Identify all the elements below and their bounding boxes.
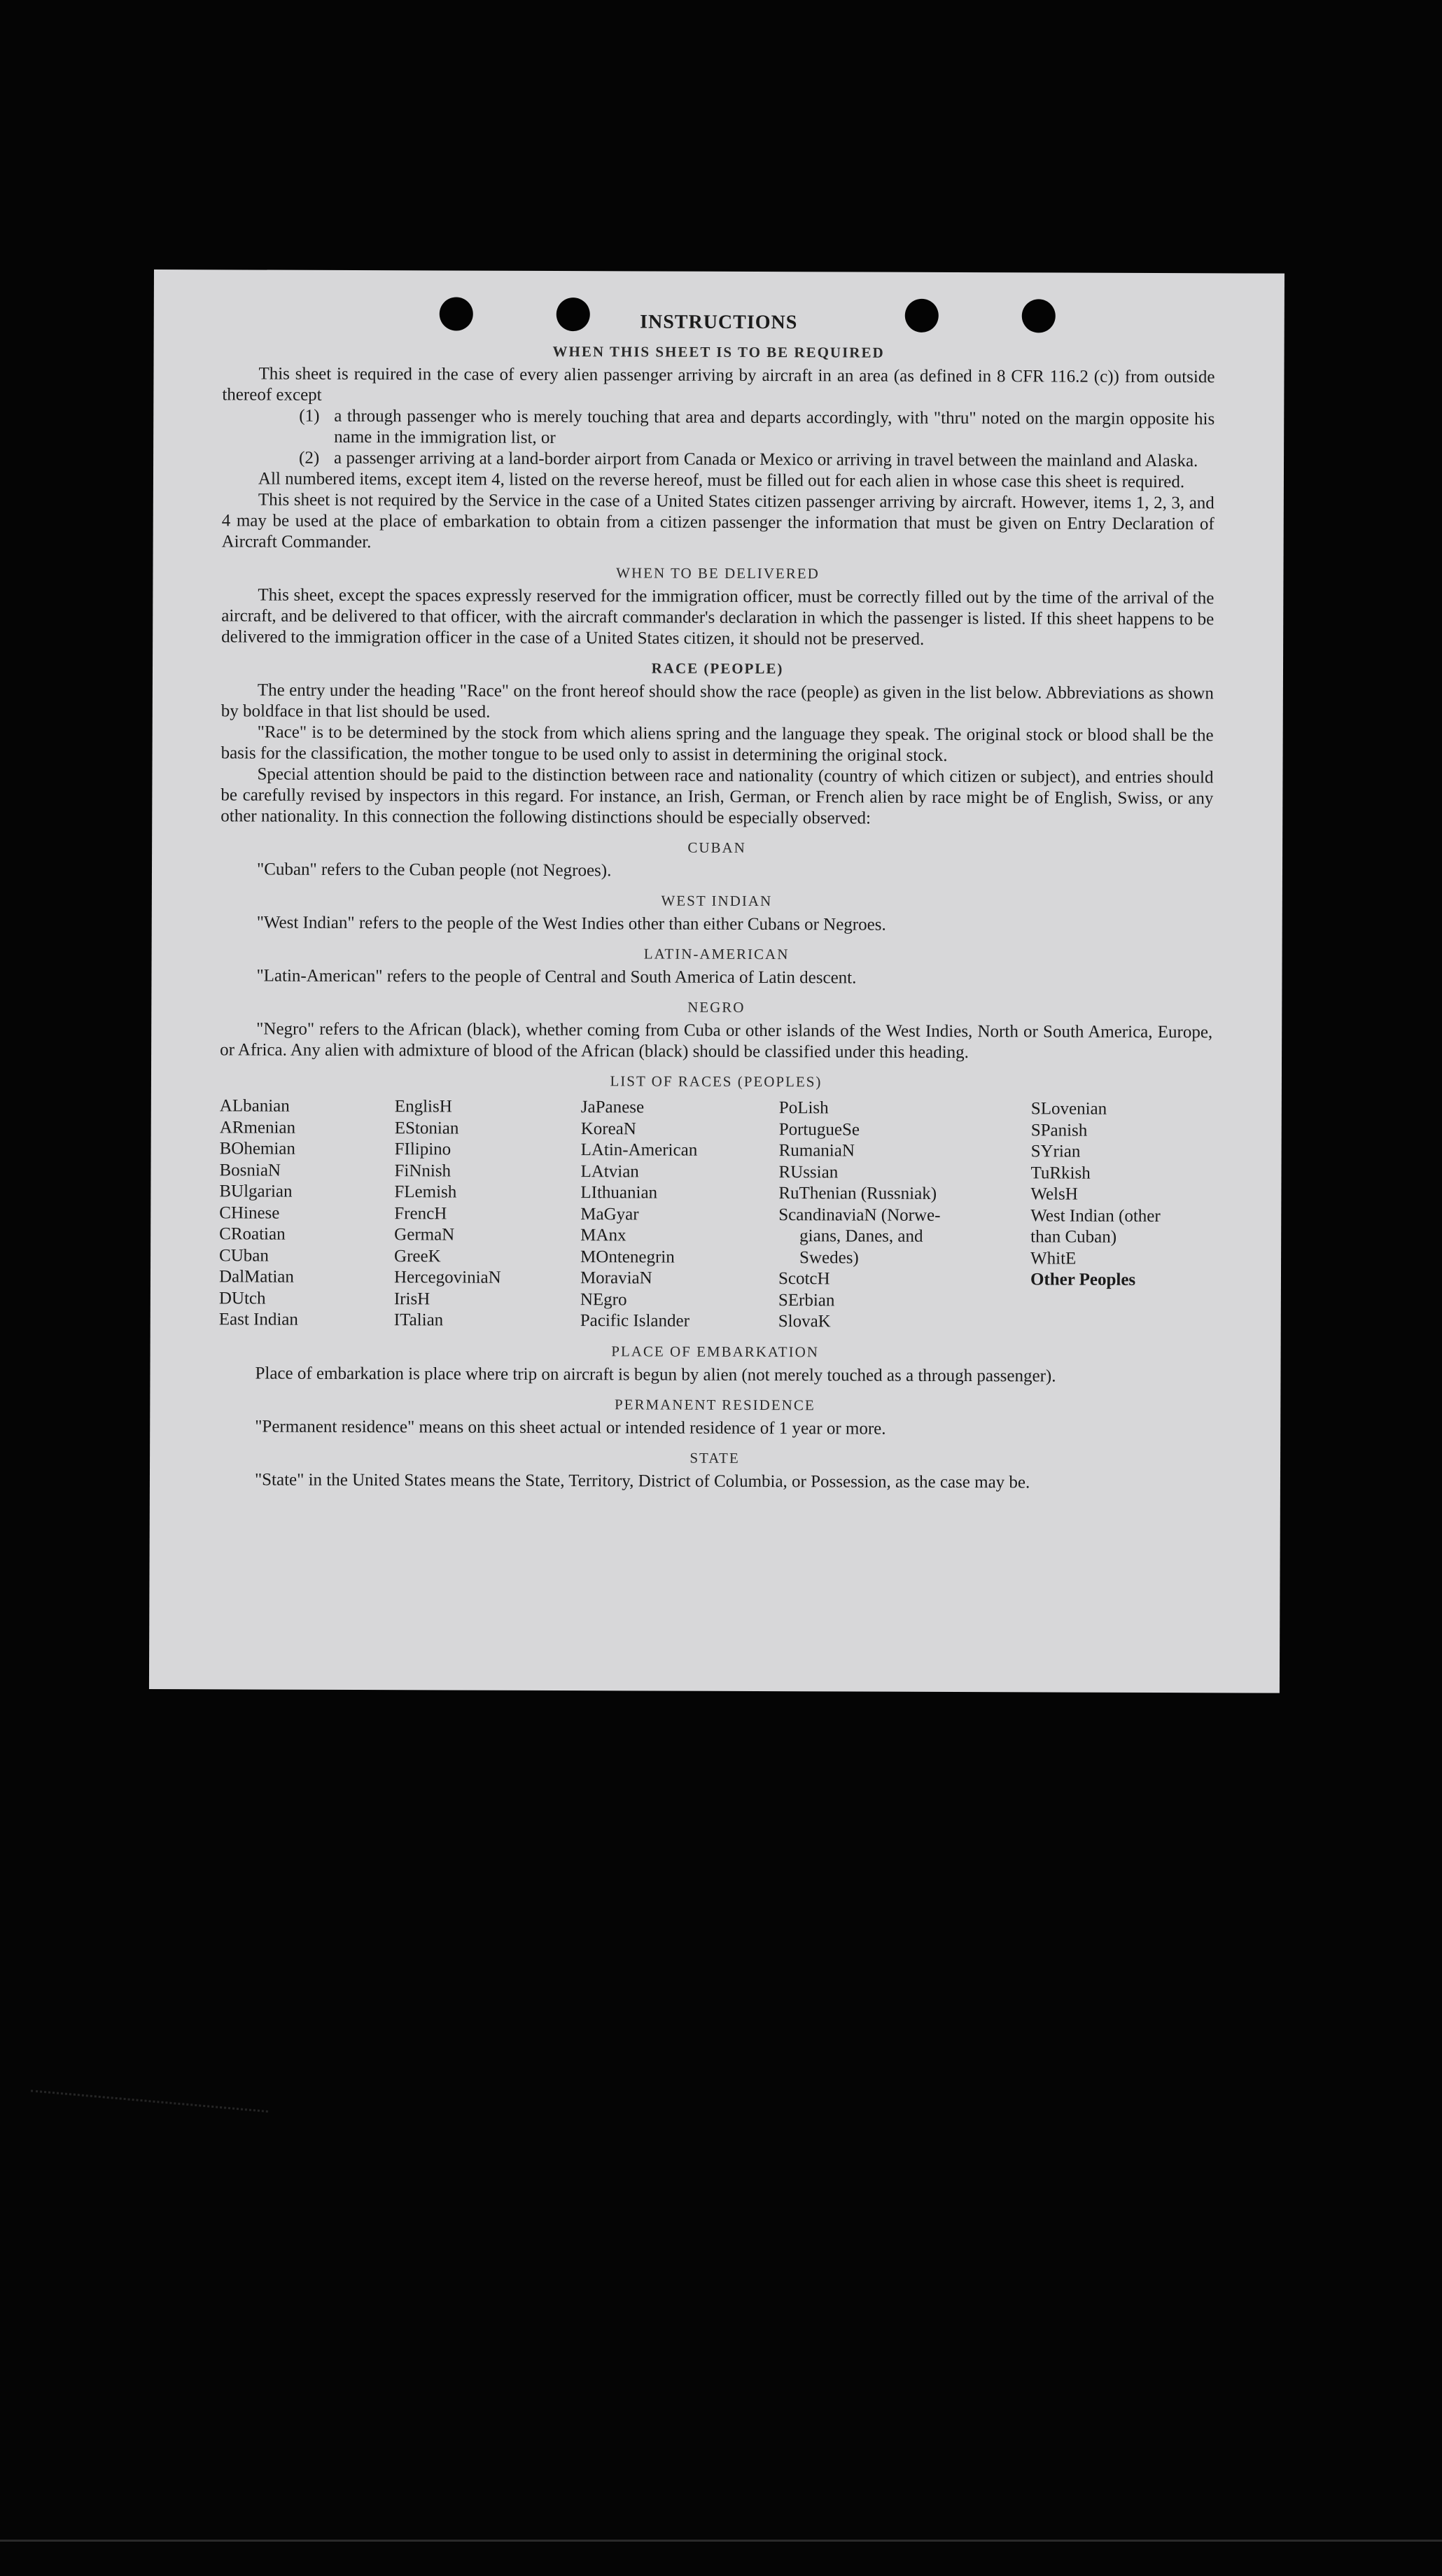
race-column	[394, 1096, 581, 1331]
race-entry: FLemish	[394, 1182, 457, 1202]
race-entry: EnglisH	[394, 1097, 452, 1116]
paragraph: The entry under the heading "Race" on the front hereof should show the race (people) as given in the list below. Abbreviations as shown by boldface in that list should be used.	[220, 680, 1214, 722]
race-entry: FrencH	[394, 1203, 447, 1223]
list-item	[299, 406, 1214, 451]
item-text: a through passenger who is merely touching that area and departs accordingly, with "thru" noted on the margin opposite his name in the immigration list, or	[334, 406, 1215, 448]
race-entry: SErbian	[778, 1290, 835, 1310]
race-entry: BOhemian	[219, 1139, 295, 1158]
section-heading: WHEN TO BE DELIVERED	[616, 564, 820, 582]
section-heading: WHEN THIS SHEET IS TO BE REQUIRED	[552, 342, 885, 361]
scan-edge-line	[0, 2540, 1442, 2542]
item-text: a passenger arriving at a land-border airport from Canada or Mexico or arriving in travel between the mainland and Alaska.	[334, 448, 1198, 471]
race-entry: EStonian	[394, 1118, 459, 1138]
paragraph: All numbered items, except item 4, listed on the reverse hereof, must be filled out for each alien in whose case this sheet is required.	[258, 469, 1185, 492]
race-entry: SPanish	[1030, 1120, 1088, 1140]
race-entry: RuThenian (Russniak)	[778, 1184, 937, 1203]
race-entry: JaPanese	[580, 1098, 645, 1117]
race-entry: West Indian (other	[1030, 1205, 1161, 1226]
paragraph: This sheet, except the spaces expressly reserved for the immigration officer, must be correctly filled out by the time of the arrival of the aircraft, and be delivered to that officer, with the aircraft commander's declaration in which the passenger is listed. If this sheet happens to be delivered to the immigration officer in the case of a United States citizen, it should not be preserved.	[221, 585, 1214, 649]
paragraph: Special attention should be paid to the distinction between race and nationality (country of which citizen or subject), and entries should be carefully revised by inspectors in this regard. For instance, an Irish, German, or French alien by race might be of English, Swiss, or any other nationality. In this connection the following distinctions should be especially observed:	[220, 764, 1214, 828]
race-entry: ScotcH	[778, 1269, 830, 1289]
paragraph: "West Indian" refers to the people of the West Indies other than either Cubans or Negroes.	[256, 913, 886, 934]
race-entry: MaGyar	[580, 1204, 639, 1224]
race-entry: MOntenegrin	[580, 1247, 675, 1267]
paragraph: This sheet is not required by the Service in the case of a United States citizen passenger arriving by aircraft. However, items 1, 2, 3, and 4 may be used at the place of embarkation to obtain from a citizen passenger the information that must be given on Entry Declaration of Aircraft Commander.	[221, 490, 1214, 552]
race-entry: Swedes)	[799, 1247, 859, 1268]
race-column	[1030, 1098, 1212, 1334]
race-entry: KoreaN	[580, 1119, 636, 1138]
race-entry: ALbanian	[219, 1096, 290, 1116]
paragraph: "Race" is to be determined by the stock from which aliens spring and the language they speak. The original stock or blood shall be the basis for the classification, the mother tongue to be used only to assist in determining the original stock.	[220, 722, 1214, 765]
race-entry: ScandinaviaN (Norwe-	[778, 1205, 941, 1225]
section-heading: STATE	[690, 1449, 740, 1466]
race-entry: NEgro	[580, 1289, 627, 1309]
page-title: INSTRUCTIONS	[640, 311, 798, 334]
race-entry: MAnx	[580, 1226, 626, 1245]
race-column	[219, 1096, 395, 1331]
item-number: (1)	[299, 406, 320, 426]
sheet-content	[218, 310, 1215, 1493]
paragraph: Place of embarkation is place where trip on aircraft is begun by alien (not merely touched as a through passenger).	[255, 1364, 1056, 1386]
race-entry: SYrian	[1030, 1142, 1081, 1161]
paragraph: This sheet is required in the case of every alien passenger arriving by aircraft in an area (as defined in 8 CFR 116.2 (c)) from outside thereof except	[222, 364, 1215, 405]
section-heading: PLACE OF EMBARKATION	[611, 1342, 819, 1360]
race-entry: SLovenian	[1030, 1099, 1107, 1119]
race-entry: RumaniaN	[778, 1141, 855, 1161]
section-heading: WEST INDIAN	[661, 892, 773, 910]
race-entry: than Cuban)	[1030, 1227, 1117, 1247]
race-entry: TuRkish	[1030, 1163, 1091, 1183]
race-entry: LAtvian	[580, 1161, 639, 1181]
race-entry: LIthuanian	[580, 1183, 658, 1203]
race-entry: IrisH	[393, 1289, 430, 1308]
section-heading: NEGRO	[687, 998, 746, 1016]
race-column	[580, 1097, 779, 1332]
race-entry: gians, Danes, and	[799, 1226, 923, 1246]
race-entry: GermaN	[394, 1225, 455, 1245]
race-entry: East Indian	[218, 1310, 298, 1329]
race-entry: CUban	[219, 1245, 269, 1266]
paragraph: "State" in the United States means the State, Territory, District of Columbia, or Possession, as the case may be.	[254, 1470, 1030, 1492]
race-entry: Pacific Islander	[580, 1311, 690, 1331]
race-entry: MoraviaN	[580, 1268, 652, 1288]
section-heading: RACE (PEOPLE)	[651, 659, 784, 678]
section-heading: LATIN-AMERICAN	[643, 945, 790, 963]
paragraph: "Negro" refers to the African (black), whether coming from Cuba or other islands of the West Indies, North or South America, Europe, or Africa. Any alien with admixture of blood of the African (black) should be classified under this heading.	[220, 1019, 1213, 1063]
race-entry: PoLish	[778, 1098, 829, 1118]
race-entry: WelsH	[1030, 1184, 1078, 1204]
race-list	[219, 1096, 1212, 1334]
race-entry: DUtch	[218, 1288, 266, 1308]
item-number: (2)	[299, 448, 320, 468]
race-entry: SlovaK	[778, 1312, 831, 1331]
race-entry: WhitE	[1030, 1248, 1077, 1268]
scan-smudge	[26, 2090, 268, 2168]
race-entry: BosniaN	[219, 1160, 281, 1180]
section-heading: LIST OF RACES (PEOPLES)	[610, 1072, 822, 1091]
race-entry: RUssian	[778, 1162, 839, 1182]
race-entry: HercegoviniaN	[393, 1268, 501, 1287]
race-entry: CRoatian	[219, 1224, 286, 1244]
race-entry: GreeK	[394, 1246, 441, 1266]
race-entry: BUlgarian	[219, 1182, 293, 1201]
race-entry: PortugueSe	[778, 1119, 860, 1140]
section-heading: PERMANENT RESIDENCE	[614, 1395, 816, 1413]
race-entry: ARmenian	[219, 1117, 296, 1138]
race-column	[778, 1098, 1031, 1334]
list-item	[299, 448, 1214, 472]
race-entry: LAtin-American	[580, 1140, 698, 1160]
race-entry: Other Peoples	[1030, 1270, 1136, 1289]
section-heading: CUBAN	[687, 839, 746, 856]
race-entry: FIlipino	[394, 1140, 451, 1159]
paragraph: "Permanent residence" means on this sheet actual or intended residence of 1 year or more.	[255, 1417, 886, 1438]
race-entry: FiNnish	[394, 1161, 451, 1180]
paragraph: "Cuban" refers to the Cuban people (not Negroes).	[256, 860, 612, 881]
paragraph: "Latin-American" refers to the people of Central and South America of Latin descent.	[256, 966, 857, 988]
race-entry: ITalian	[393, 1310, 444, 1330]
race-entry: CHinese	[219, 1203, 280, 1223]
race-entry: DalMatian	[218, 1267, 294, 1287]
instruction-sheet	[149, 270, 1284, 1693]
